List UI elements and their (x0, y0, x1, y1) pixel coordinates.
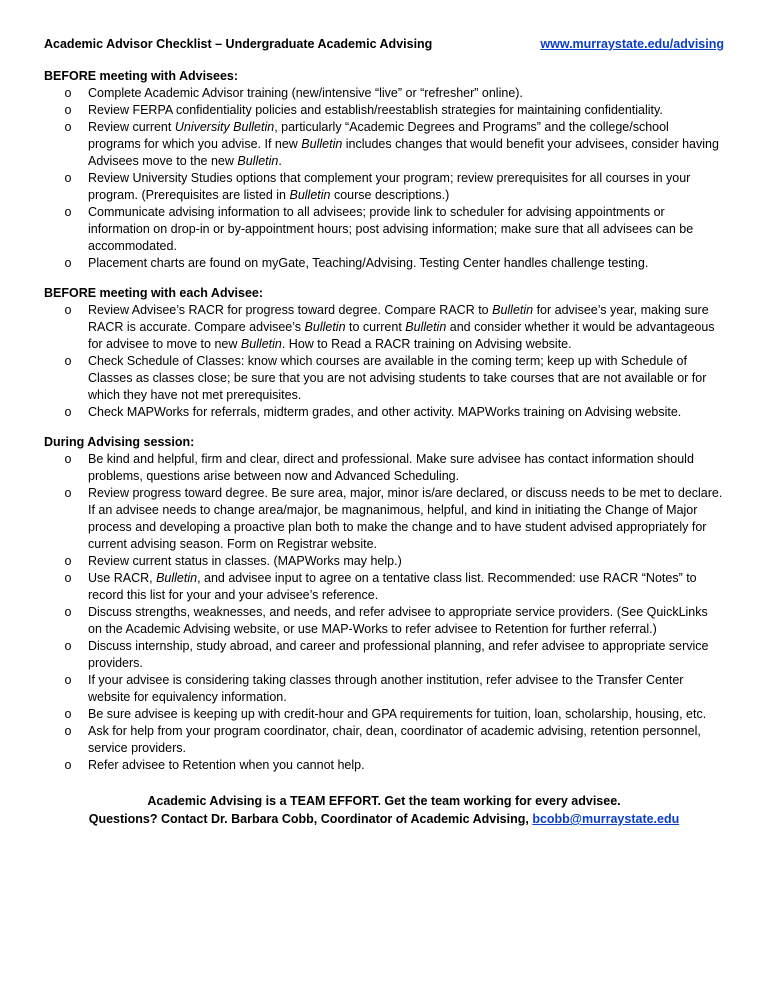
checklist-item-text: Refer advisee to Retention when you cannot help. (88, 758, 365, 772)
checklist-item-text: Check Schedule of Classes: know which courses are available in the coming term; keep up with Schedule of Classes as classes close; be sure that you are not advising students to take courses that are not available or for which they have not met prerequisites. (88, 354, 707, 402)
checklist-item (44, 604, 724, 638)
checklist-page (44, 0, 724, 828)
checkbox-bullet-icon: o (64, 724, 72, 738)
checklist-item (44, 404, 724, 421)
checkbox-bullet-icon: o (64, 120, 72, 134)
checklist-item-text: Review FERPA confidentiality policies and establish/reestablish strategies for maintaining confidentiality. (88, 103, 663, 117)
checklist-item (44, 451, 724, 485)
checklist-item-text: Use RACR, Bulletin, and advisee input to agree on a tentative class list. Recommended: use RACR “Notes” to record this list for your and your advisee’s reference. (88, 571, 697, 602)
checkbox-bullet-icon: o (64, 405, 72, 419)
checkbox-bullet-icon: o (64, 354, 72, 368)
checklist-item (44, 255, 724, 272)
checkbox-bullet-icon: o (64, 103, 72, 117)
page-header (44, 36, 724, 64)
contact-email-link[interactable]: bcobb@murraystate.edu (532, 812, 680, 826)
checklist-item (44, 638, 724, 672)
advising-website-link[interactable]: www.murraystate.edu/advising (540, 37, 724, 51)
checkbox-bullet-icon: o (64, 571, 72, 585)
checklist-item (44, 485, 724, 553)
checklist-item-text: If your advisee is considering taking classes through another institution, refer advisee to the Transfer Center website for equivalency information. (88, 673, 684, 704)
checklist-item (44, 170, 724, 204)
checklist-item-text: Be sure advisee is keeping up with credit-hour and GPA requirements for tuition, loan, scholarship, housing, etc. (88, 707, 707, 721)
checkbox-bullet-icon: o (64, 605, 72, 619)
checklist-item (44, 723, 724, 757)
footer-team-line: Academic Advising is a TEAM EFFORT. Get the team working for every advisee. (147, 794, 621, 808)
checklist-item (44, 553, 724, 570)
checklist-item-text: Review current University Bulletin, particularly “Academic Degrees and Programs” and the college/school programs for which you advise. If new Bulletin includes changes that would benefit your advisees, consider having Advisees move to the new Bulletin. (88, 120, 719, 168)
checklist-item (44, 757, 724, 774)
checklist (44, 302, 724, 421)
checkbox-bullet-icon: o (64, 673, 72, 687)
checklist-item-text: Review University Studies options that complement your program; review prerequisites for all courses in your program. (Prerequisites are listed in Bulletin course descriptions.) (88, 171, 691, 202)
section-before-advisees (44, 68, 724, 272)
checklist (44, 451, 724, 774)
checklist-item-text: Review Advisee’s RACR for progress toward degree. Compare RACR to Bulletin for advisee’s year, making sure RACR is accurate. Compare advisee’s Bulletin to current Bulletin and consider whether it would be advantageous for advisee to move to new Bulletin. How to Read a RACR training on Advising website. (88, 303, 715, 351)
checklist-item-text: Complete Academic Advisor training (new/intensive “live” or “refresher” online). (88, 86, 523, 100)
checklist-item-text: Discuss strengths, weaknesses, and needs, and refer advisee to appropriate service providers. (See QuickLinks on the Academic Advising website, or use MAP-Works to refer advisee to Retention for further referral.) (88, 605, 708, 636)
checklist-item-text: Check MAPWorks for referrals, midterm grades, and other activity. MAPWorks training on Advising website. (88, 405, 682, 419)
checkbox-bullet-icon: o (64, 86, 72, 100)
checklist (44, 85, 724, 272)
checkbox-bullet-icon: o (64, 639, 72, 653)
checklist-item-text: Placement charts are found on myGate, Teaching/Advising. Testing Center handles challenge testing. (88, 256, 649, 270)
checklist-item (44, 570, 724, 604)
checklist-item (44, 672, 724, 706)
checkbox-bullet-icon: o (64, 256, 72, 270)
checklist-item-text: Review current status in classes. (MAPWorks may help.) (88, 554, 402, 568)
checklist-item-text: Review progress toward degree. Be sure area, major, minor is/are declared, or discuss needs to be met to declare. If an advisee needs to change area/major, be magnanimous, helpful, and kind in initiating the Change of Major process and developing a proactive plan both to make the change and to have student advised appropriately for current advising season. Form on Registrar website. (88, 486, 723, 551)
footer (44, 792, 724, 828)
checkbox-bullet-icon: o (64, 758, 72, 772)
checklist-item (44, 85, 724, 102)
checkbox-bullet-icon: o (64, 486, 72, 500)
page-title: Academic Advisor Checklist – Undergraduate Academic Advising (44, 37, 433, 51)
checklist-item-text: Communicate advising information to all advisees; provide link to scheduler for advising appointments or information on drop-in or by-appointment hours; post advising information; make sure that all advisees can be accommodated. (88, 205, 694, 253)
checklist-item (44, 102, 724, 119)
checklist-item-text: Ask for help from your program coordinator, chair, dean, coordinator of academic advising, retention personnel, service providers. (88, 724, 701, 755)
footer-contact-line (44, 810, 724, 828)
checklist-item-text: Discuss internship, study abroad, and career and professional planning, and refer advisee to appropriate service providers. (88, 639, 709, 670)
checklist-item-text: Be kind and helpful, firm and clear, direct and professional. Make sure advisee has contact information should problems, questions arise between now and Advanced Scheduling. (88, 452, 694, 483)
section-during-session (44, 434, 724, 774)
checkbox-bullet-icon: o (64, 707, 72, 721)
checkbox-bullet-icon: o (64, 303, 72, 317)
checkbox-bullet-icon: o (64, 554, 72, 568)
checklist-item (44, 302, 724, 353)
checkbox-bullet-icon: o (64, 205, 72, 219)
section-before-each-advisee (44, 285, 724, 421)
section-heading: BEFORE meeting with Advisees: (44, 69, 239, 83)
checkbox-bullet-icon: o (64, 452, 72, 466)
checklist-item (44, 119, 724, 170)
section-heading: BEFORE meeting with each Advisee: (44, 286, 264, 300)
footer-contact-text: Questions? Contact Dr. Barbara Cobb, Coordinator of Academic Advising, (88, 812, 533, 826)
checkbox-bullet-icon: o (64, 171, 72, 185)
section-heading: During Advising session: (44, 435, 195, 449)
checklist-item (44, 353, 724, 404)
checklist-item (44, 204, 724, 255)
checklist-item (44, 706, 724, 723)
